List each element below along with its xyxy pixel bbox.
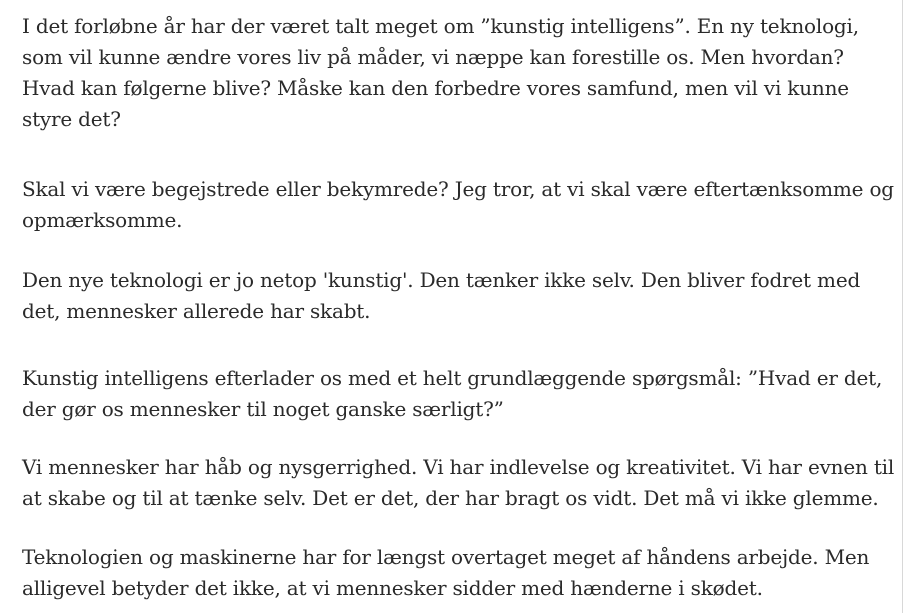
- paragraph-4: Kunstig intelligens efterlader os med et helt grundlæggende spørgsmål: ”Hvad er det, der gør os mennesker til noget ganske særligt?”: [22, 366, 883, 421]
- paragraph-3: Den nye teknologi er jo netop 'kunstig'. Den tænker ikke selv. Den bliver fodret med det, mennesker allerede har skabt.: [22, 268, 861, 323]
- paragraph-6: Teknologien og maskinerne har for længst overtaget meget af håndens arbejde. Men alligevel betyder det ikke, at vi mennesker sidder med hænderne i skødet.: [22, 545, 870, 600]
- paragraph-1: I det forløbne år har der været talt meget om ”kunstig intelligens”. En ny teknologi, som vil kunne ændre vores liv på måder, vi næppe kan forestille os. Men hvordan? Hvad kan følgerne blive? Måske kan den forbedre vores samfund, men vil vi kunne styre det?: [22, 14, 859, 131]
- paragraph-2: Skal vi være begejstrede eller bekymrede? Jeg tror, at vi skal være eftertænksomme og opmærksomme.: [22, 177, 894, 232]
- paragraph-5: Vi mennesker har håb og nysgerrighed. Vi har indlevelse og kreativitet. Vi har evnen til at skabe og til at tænke selv. Det er det, der har bragt os vidt. Det må vi ikke glemme.: [22, 455, 895, 510]
